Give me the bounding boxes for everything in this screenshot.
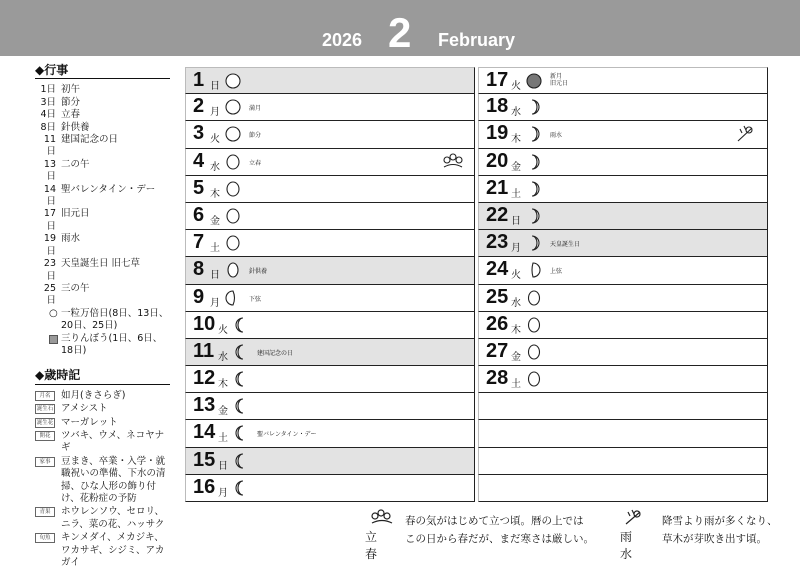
day-row bbox=[185, 475, 475, 502]
risshun-icon bbox=[369, 508, 395, 528]
moon-phase-icon bbox=[233, 453, 249, 469]
usui-emblem-icon bbox=[735, 124, 757, 144]
weekday-label: 金 bbox=[511, 351, 521, 363]
sidebar bbox=[35, 64, 170, 570]
saijiki-title: ◆歳時記 bbox=[35, 369, 170, 384]
saijiki-tag: 開花 bbox=[35, 431, 55, 441]
day-number: 21 bbox=[486, 176, 509, 199]
moon-phase-icon bbox=[526, 371, 542, 387]
day-number: 13 bbox=[193, 394, 216, 417]
day-row bbox=[478, 94, 768, 121]
day-number: 3 bbox=[193, 122, 205, 145]
day-row bbox=[185, 203, 475, 230]
legend-item bbox=[49, 308, 170, 333]
day-number: 26 bbox=[486, 312, 509, 335]
weekday-label: 火 bbox=[511, 81, 521, 92]
moon-phase-icon bbox=[225, 235, 241, 251]
day-row bbox=[478, 475, 768, 502]
day-row bbox=[478, 257, 768, 284]
weekday-label: 月 bbox=[511, 243, 521, 255]
day-number: 19 bbox=[486, 122, 509, 145]
weekday-label: 月 bbox=[210, 297, 220, 309]
event-item bbox=[35, 134, 170, 159]
moon-phase-icon bbox=[225, 126, 241, 142]
moon-phase-icon bbox=[526, 181, 542, 197]
day-number: 25 bbox=[486, 285, 509, 308]
day-row bbox=[478, 420, 768, 447]
saijiki-text: アメシスト bbox=[61, 403, 108, 415]
event-text: 旧元日 bbox=[61, 208, 90, 220]
event-text: 雨水 bbox=[61, 233, 81, 245]
weekday-label: 月 bbox=[210, 107, 220, 119]
calendar-header bbox=[0, 0, 800, 56]
event-date: 14日 bbox=[43, 183, 56, 208]
day-note: 建国記念の日 bbox=[257, 349, 294, 357]
day-number: 10 bbox=[193, 312, 216, 335]
day-number: 24 bbox=[486, 258, 509, 281]
day-row bbox=[185, 121, 475, 148]
usui-label: 雨水 bbox=[620, 530, 633, 561]
risshun-desc-2: この日から春だが、まだ寒さは厳しい。 bbox=[405, 533, 594, 545]
day-row bbox=[185, 448, 475, 475]
event-item bbox=[35, 97, 170, 109]
moon-phase-icon bbox=[225, 208, 241, 224]
weekday-label: 火 bbox=[218, 324, 228, 336]
legend-text: 一粒万倍日(8日、13日、20日、25日) bbox=[61, 307, 169, 332]
day-row bbox=[185, 149, 475, 176]
square-icon bbox=[49, 335, 58, 344]
weekday-label: 水 bbox=[511, 297, 521, 309]
event-item bbox=[35, 122, 170, 134]
saijiki-item bbox=[35, 506, 170, 531]
event-text: 針供養 bbox=[61, 121, 90, 133]
saijiki-tag: 誕生花 bbox=[36, 419, 54, 426]
event-date: 25日 bbox=[43, 282, 56, 307]
day-number: 14 bbox=[193, 421, 216, 444]
moon-phase-icon bbox=[526, 317, 542, 333]
event-text: 建国記念の日 bbox=[61, 134, 119, 146]
saijiki-text: ホウレンソウ、セロリ、ニラ、菜の花、ハッサク bbox=[61, 506, 165, 530]
event-date: 11日 bbox=[43, 134, 56, 158]
saijiki-tag: 青果 bbox=[35, 507, 55, 517]
weekday-label: 金 bbox=[218, 406, 228, 418]
moon-phase-icon bbox=[233, 344, 249, 360]
day-number: 15 bbox=[193, 448, 216, 471]
moon-phase-icon bbox=[526, 99, 542, 115]
day-note: 満月 bbox=[249, 105, 262, 113]
day-number: 12 bbox=[193, 367, 216, 390]
day-number: 7 bbox=[193, 231, 205, 254]
day-row bbox=[185, 176, 475, 203]
day-row bbox=[478, 176, 768, 203]
saijiki-text: 如月(きさらぎ) bbox=[61, 389, 126, 401]
events-title: ◆行事 bbox=[35, 64, 170, 79]
month-name: February bbox=[438, 30, 516, 50]
day-number: 8 bbox=[193, 258, 205, 281]
day-number: 17 bbox=[486, 69, 509, 91]
weekday-label: 日 bbox=[210, 81, 220, 92]
day-note: 下弦 bbox=[249, 295, 262, 303]
legend-text: 三りんぼう(1日、6日、18日) bbox=[61, 332, 163, 356]
event-item bbox=[35, 233, 170, 258]
day-row bbox=[478, 448, 768, 475]
moon-phase-icon bbox=[225, 154, 241, 170]
day-note: 聖バレンタイン・デー bbox=[257, 431, 317, 439]
event-item bbox=[35, 109, 170, 121]
day-row bbox=[185, 420, 475, 447]
usui-desc-2: 草木が芽吹き出す頃。 bbox=[662, 533, 767, 545]
weekday-label: 木 bbox=[210, 188, 220, 200]
risshun-label: 立春 bbox=[365, 530, 378, 561]
event-item bbox=[35, 184, 170, 209]
day-row bbox=[478, 339, 768, 366]
weekday-label: 土 bbox=[511, 379, 521, 391]
event-text: 節分 bbox=[61, 96, 81, 108]
day-row bbox=[185, 339, 475, 366]
saijiki-tag: 旬魚 bbox=[35, 533, 55, 543]
day-row bbox=[478, 121, 768, 148]
moon-phase-icon bbox=[233, 398, 249, 414]
moon-phase-icon bbox=[225, 99, 241, 115]
moon-phase-icon bbox=[233, 425, 249, 441]
moon-phase-icon bbox=[526, 344, 542, 360]
day-row bbox=[478, 393, 768, 420]
day-number: 27 bbox=[486, 339, 509, 362]
day-row bbox=[478, 285, 768, 312]
weekday-label: 水 bbox=[511, 107, 521, 119]
event-text: 立春 bbox=[61, 109, 81, 121]
event-text: 二の午 bbox=[61, 158, 90, 170]
moon-phase-icon bbox=[233, 317, 249, 333]
day-note: 天皇誕生日 bbox=[550, 241, 581, 249]
saijiki-item bbox=[35, 456, 170, 506]
event-item bbox=[35, 159, 170, 184]
day-note: 立春 bbox=[249, 159, 262, 167]
saijiki-text: 豆まき、卒業・入学・就職祝いの準備、下水の清掃、ひな人形の飾り付け、花粉症の予防 bbox=[61, 455, 166, 504]
day-number: 5 bbox=[193, 176, 205, 199]
weekday-label: 土 bbox=[218, 433, 228, 445]
day-row bbox=[185, 366, 475, 393]
weekday-label: 木 bbox=[218, 379, 228, 391]
month-number: 2 bbox=[388, 9, 412, 56]
day-row bbox=[185, 393, 475, 420]
event-text: 天皇誕生日 旧七草 bbox=[61, 258, 141, 270]
risshun-desc-1: 春の気がはじめて立つ頃。暦の上では bbox=[405, 515, 584, 527]
weekday-label: 日 bbox=[511, 215, 521, 227]
usui-icon bbox=[622, 508, 646, 528]
saijiki-list bbox=[35, 390, 170, 570]
day-row bbox=[478, 366, 768, 393]
day-note: 節分 bbox=[249, 132, 262, 140]
day-note: 上弦 bbox=[550, 268, 563, 276]
day-row bbox=[478, 312, 768, 339]
day-note: 針供養 bbox=[249, 268, 268, 276]
day-number: 9 bbox=[193, 285, 205, 308]
weekday-label: 水 bbox=[210, 161, 220, 173]
moon-phase-icon bbox=[233, 480, 249, 496]
weekday-label: 土 bbox=[210, 243, 220, 255]
day-number: 22 bbox=[486, 203, 509, 226]
moon-phase-icon bbox=[526, 235, 542, 251]
day-number: 28 bbox=[486, 367, 509, 390]
event-date: 1日 bbox=[40, 84, 56, 96]
day-number: 11 bbox=[193, 339, 215, 362]
event-text: 聖バレンタイン・デー bbox=[61, 183, 156, 195]
moon-phase-icon bbox=[225, 262, 241, 278]
legend-list bbox=[35, 308, 170, 358]
saijiki-item bbox=[35, 532, 170, 569]
event-item bbox=[35, 208, 170, 233]
event-date: 23日 bbox=[43, 258, 56, 282]
event-date: 19日 bbox=[43, 233, 56, 257]
weekday-label: 金 bbox=[210, 215, 220, 227]
saijiki-item bbox=[35, 390, 170, 402]
day-row bbox=[185, 312, 475, 339]
weekday-label: 水 bbox=[218, 351, 228, 363]
event-date: 13日 bbox=[43, 158, 56, 183]
saijiki-tag: 家事 bbox=[35, 457, 55, 467]
day-note: 雨水 bbox=[550, 132, 563, 140]
event-item bbox=[35, 258, 170, 283]
moon-phase-icon bbox=[526, 208, 542, 224]
moon-phase-icon bbox=[526, 126, 542, 142]
calendar-column-left bbox=[185, 67, 475, 502]
circle-icon: ○ bbox=[49, 307, 58, 319]
moon-phase-icon bbox=[225, 290, 241, 306]
day-row bbox=[185, 67, 475, 94]
saijiki-text: ツバキ、ウメ、ネコヤナギ bbox=[61, 429, 165, 454]
saijiki-item bbox=[35, 430, 170, 455]
events-list bbox=[35, 84, 170, 307]
event-text: 初午 bbox=[61, 84, 81, 96]
day-note: 新月 旧元日 bbox=[550, 73, 569, 87]
day-row bbox=[185, 94, 475, 121]
event-date: 17日 bbox=[43, 208, 56, 232]
day-number: 20 bbox=[486, 149, 509, 172]
year-label: 2026 bbox=[322, 30, 363, 50]
moon-phase-icon bbox=[526, 73, 542, 89]
weekday-label: 木 bbox=[511, 134, 521, 146]
day-number: 6 bbox=[193, 203, 205, 226]
day-number: 16 bbox=[193, 475, 216, 498]
moon-phase-icon bbox=[233, 371, 249, 387]
event-date: 8日 bbox=[40, 121, 56, 133]
saijiki-text: キンメダイ、メカジキ、ワカサギ、シジミ、アカガイ bbox=[61, 532, 165, 569]
risshun-emblem-icon bbox=[442, 152, 464, 172]
day-number: 2 bbox=[193, 95, 205, 118]
event-item bbox=[35, 283, 170, 308]
weekday-label: 土 bbox=[511, 188, 521, 200]
moon-phase-icon bbox=[526, 262, 542, 278]
usui-desc-1: 降雪より雨が多くなり、 bbox=[662, 515, 778, 527]
weekday-label: 日 bbox=[218, 460, 228, 472]
day-row bbox=[185, 285, 475, 312]
moon-phase-icon bbox=[526, 290, 542, 306]
moon-phase-icon bbox=[526, 154, 542, 170]
calendar-column-right bbox=[478, 67, 768, 502]
weekday-label: 日 bbox=[210, 270, 220, 282]
event-date: 3日 bbox=[40, 96, 56, 108]
event-text: 三の午 bbox=[61, 282, 90, 294]
moon-phase-icon bbox=[225, 181, 241, 197]
event-item bbox=[35, 84, 170, 96]
weekday-label: 月 bbox=[218, 487, 228, 499]
saijiki-item bbox=[35, 403, 170, 415]
weekday-label: 火 bbox=[210, 134, 220, 146]
day-row bbox=[185, 230, 475, 257]
day-number: 23 bbox=[486, 231, 509, 254]
moon-phase-icon bbox=[225, 73, 241, 89]
day-row bbox=[478, 230, 768, 257]
day-row bbox=[478, 149, 768, 176]
saijiki-item bbox=[35, 417, 170, 429]
saijiki-tag: 誕生石 bbox=[36, 406, 54, 413]
saijiki-tag: 月名 bbox=[35, 391, 55, 401]
day-number: 18 bbox=[486, 95, 509, 118]
event-date: 4日 bbox=[40, 109, 56, 121]
weekday-label: 金 bbox=[511, 161, 521, 173]
weekday-label: 火 bbox=[511, 270, 521, 282]
weekday-label: 木 bbox=[511, 324, 521, 336]
day-number: 1 bbox=[193, 69, 205, 91]
day-row bbox=[478, 203, 768, 230]
saijiki-text: マーガレット bbox=[61, 416, 118, 428]
day-number: 4 bbox=[193, 149, 205, 172]
day-row bbox=[185, 257, 475, 284]
legend-item bbox=[49, 333, 170, 358]
day-row bbox=[478, 67, 768, 94]
